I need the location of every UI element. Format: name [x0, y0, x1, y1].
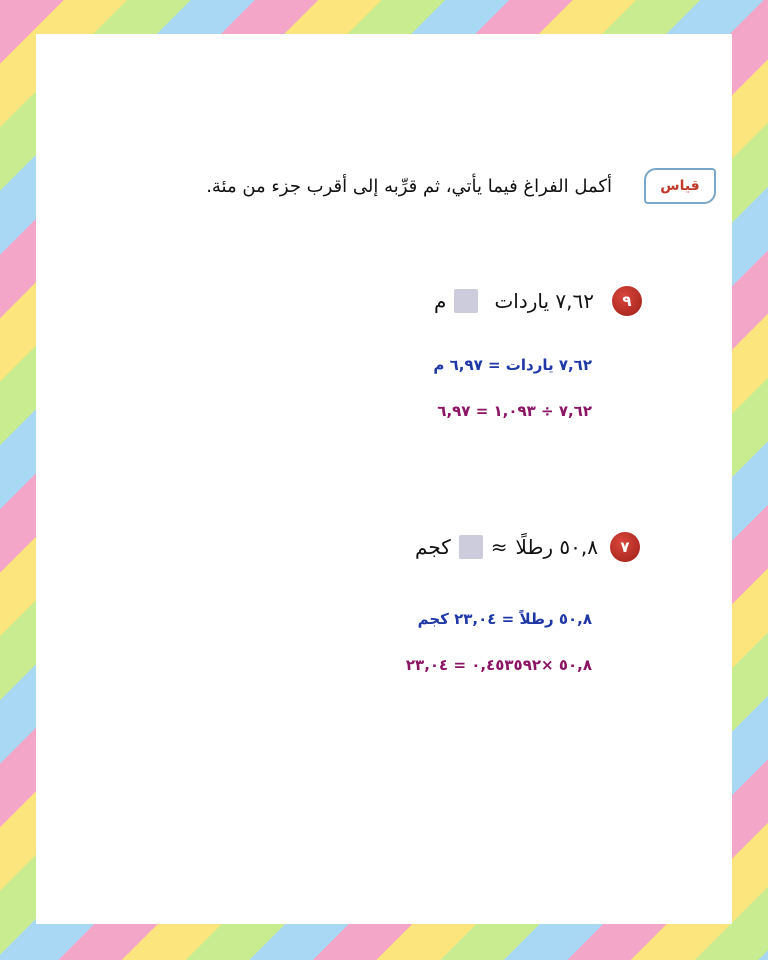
answer-blank — [454, 289, 478, 313]
solution-answer-line: ٧,٦٢ ياردات = ٦,٩٧ م — [433, 356, 592, 374]
worksheet-card — [36, 34, 732, 924]
problem-unit: م — [434, 289, 447, 313]
section-tag — [644, 168, 716, 204]
solution-answer-line: ٥٠,٨ رطلاً = ٢٣,٠٤ كجم — [417, 610, 592, 628]
problem-left-value: ٧,٦٢ ياردات — [494, 289, 594, 313]
problem-number-badge: ٩ — [612, 286, 642, 316]
solution-work-line: ٧,٦٢ ÷ ١,٠٩٣ = ٦,٩٧ — [437, 402, 592, 420]
problem-left-value: ٥٠,٨ رطلًا — [515, 535, 598, 559]
problem-statement — [415, 532, 598, 562]
problem-unit: كجم — [415, 535, 451, 559]
problem-relation: ≈ — [490, 535, 508, 559]
problem-number-badge: ٧ — [610, 532, 640, 562]
solution-work-line: ٥٠,٨ ×٠,٤٥٣٥٩٢ = ٢٣,٠٤ — [405, 656, 592, 674]
answer-blank — [459, 535, 483, 559]
problem-statement — [434, 286, 594, 316]
section-tag-label: قياس — [660, 178, 700, 194]
instruction-text: أكمل الفراغ فيما يأتي، ثم قرِّبه إلى أقرب جزء من مئة. — [206, 176, 612, 197]
